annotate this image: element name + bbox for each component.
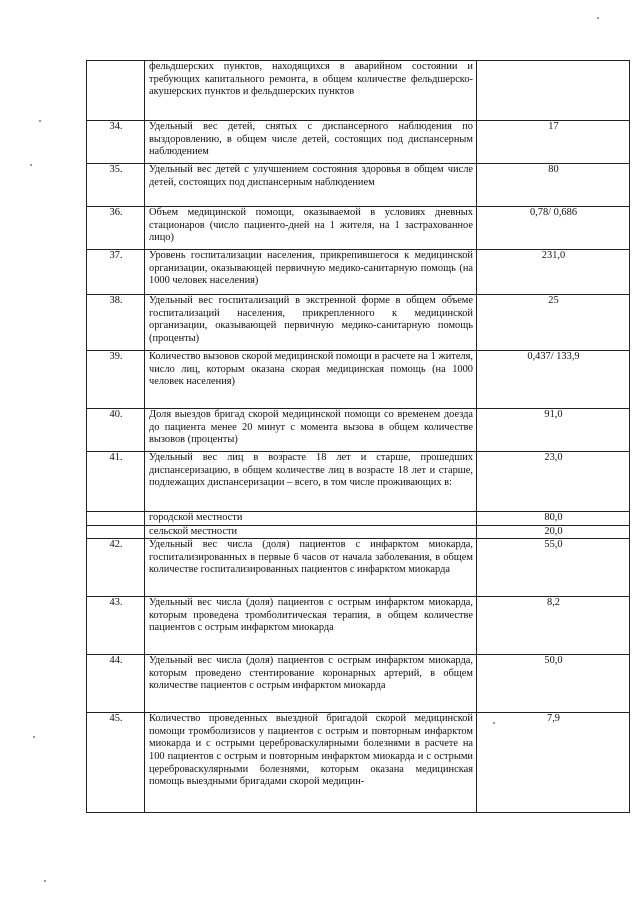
indicator-value: 17	[477, 121, 630, 164]
indicator-value: 231,0	[477, 250, 630, 295]
table-row	[87, 351, 630, 409]
table-row	[87, 409, 630, 452]
table-row	[87, 164, 630, 207]
table-row	[87, 655, 630, 713]
indicator-text: Уровень госпитализации населения, прикрепившегося к медицинской организации, оказывающей первичную медико-санитарную помощь (на 1000 человек населения)	[145, 250, 477, 295]
scan-speck	[597, 17, 599, 19]
scan-speck	[44, 880, 46, 882]
indicator-value: 91,0	[477, 409, 630, 452]
row-number: 37.	[87, 250, 145, 295]
row-number	[87, 512, 145, 526]
indicator-text: Удельный вес числа (доля) пациентов с острым инфарктом миокарда, которым проведено стентирование коронарных артерий, в общем количестве пациентов с острым инфарктом миокарда	[145, 655, 477, 713]
row-number: 36.	[87, 207, 145, 250]
indicator-text: Количество вызовов скорой медицинской помощи в расчете на 1 жителя, число лиц, которым оказана скорая медицинская помощь (на 1000 человек населения)	[145, 351, 477, 409]
scan-speck	[30, 164, 32, 166]
row-number: 34.	[87, 121, 145, 164]
table-row	[87, 452, 630, 512]
indicator-text: Доля выездов бригад скорой медицинской помощи со временем доезда до пациента менее 20 минут с момента вызова в общем количестве вызовов (проценты)	[145, 409, 477, 452]
indicator-text: Удельный вес детей с улучшением состояния здоровья в общем числе детей, состоящих под диспансерным наблюдением	[145, 164, 477, 207]
indicator-value: 23,0	[477, 452, 630, 512]
row-number: 38.	[87, 295, 145, 351]
indicator-value: 20,0	[477, 525, 630, 539]
table-row	[87, 121, 630, 164]
row-number: 45.	[87, 713, 145, 813]
scan-speck	[39, 120, 41, 122]
indicator-value	[477, 61, 630, 121]
indicators-table	[86, 60, 630, 813]
table-row	[87, 207, 630, 250]
row-number: 43.	[87, 597, 145, 655]
table-row	[87, 539, 630, 597]
indicator-value: 80	[477, 164, 630, 207]
indicator-value: 80,0	[477, 512, 630, 526]
indicator-value: 25	[477, 295, 630, 351]
indicator-text: Удельный вес числа (доля) пациентов с острым инфарктом миокарда, которым проведена тромболитическая терапия, в общем количестве пациентов с острым инфарктом миокарда	[145, 597, 477, 655]
row-number	[87, 525, 145, 539]
table-row	[87, 597, 630, 655]
indicator-value: 7,9	[477, 713, 630, 813]
indicator-text: городской местности	[145, 512, 477, 526]
indicator-value: 55,0	[477, 539, 630, 597]
row-number: 39.	[87, 351, 145, 409]
scan-speck	[493, 722, 495, 724]
row-number: 40.	[87, 409, 145, 452]
indicator-text: Удельный вес детей, снятых с диспансерного наблюдения по выздоровлению, в общем числе детей, состоящих под диспансерным наблюдением	[145, 121, 477, 164]
row-number: 42.	[87, 539, 145, 597]
indicator-text: фельдшерских пунктов, находящихся в аварийном состоянии и требующих капитального ремонта, в общем количестве фельдшерско-акушерских пунктов и фельдшерских пунктов	[145, 61, 477, 121]
indicator-text: Удельный вес госпитализаций в экстренной форме в общем объеме госпитализаций населения, прикрепленного к медицинской организации, оказывающей первичную медико-санитарную помощь (проценты)	[145, 295, 477, 351]
table-row	[87, 512, 630, 526]
indicator-text: Удельный вес лиц в возрасте 18 лет и старше, прошедших диспансеризацию, в общем количестве лиц в возрасте 18 лет и старше, подлежащих диспансеризации – всего, в том числе проживающих в:	[145, 452, 477, 512]
table-row	[87, 250, 630, 295]
indicator-text: сельской местности	[145, 525, 477, 539]
table-row	[87, 295, 630, 351]
row-number: 41.	[87, 452, 145, 512]
indicator-text: Количество проведенных выездной бригадой скорой медицинской помощи тромболизисов у пациентов с острым и повторным инфарктом миокарда и с острыми цереброваскулярными болезнями в расчете на 100 пациентов с острым и повторным инфарктом миокарда и с острыми цереброваскулярными болезнями, которым оказана медицинская помощь выездными бригадами скорой медицин-	[145, 713, 477, 813]
row-number: 44.	[87, 655, 145, 713]
indicator-value: 0,78/ 0,686	[477, 207, 630, 250]
indicator-text: Объем медицинской помощи, оказываемой в условиях дневных стационаров (число пациенто-дней на 1 жителя, на 1 застрахованное лицо)	[145, 207, 477, 250]
table-row	[87, 61, 630, 121]
row-number	[87, 61, 145, 121]
indicator-value: 0,437/ 133,9	[477, 351, 630, 409]
table-row	[87, 525, 630, 539]
indicator-value: 50,0	[477, 655, 630, 713]
row-number: 35.	[87, 164, 145, 207]
indicator-value: 8,2	[477, 597, 630, 655]
scan-speck	[33, 736, 35, 738]
indicator-text: Удельный вес числа (доля) пациентов с инфарктом миокарда, госпитализированных в первые 6 часов от начала заболевания, в общем количестве госпитализированных пациентов с инфарктом миокарда	[145, 539, 477, 597]
table-row	[87, 713, 630, 813]
